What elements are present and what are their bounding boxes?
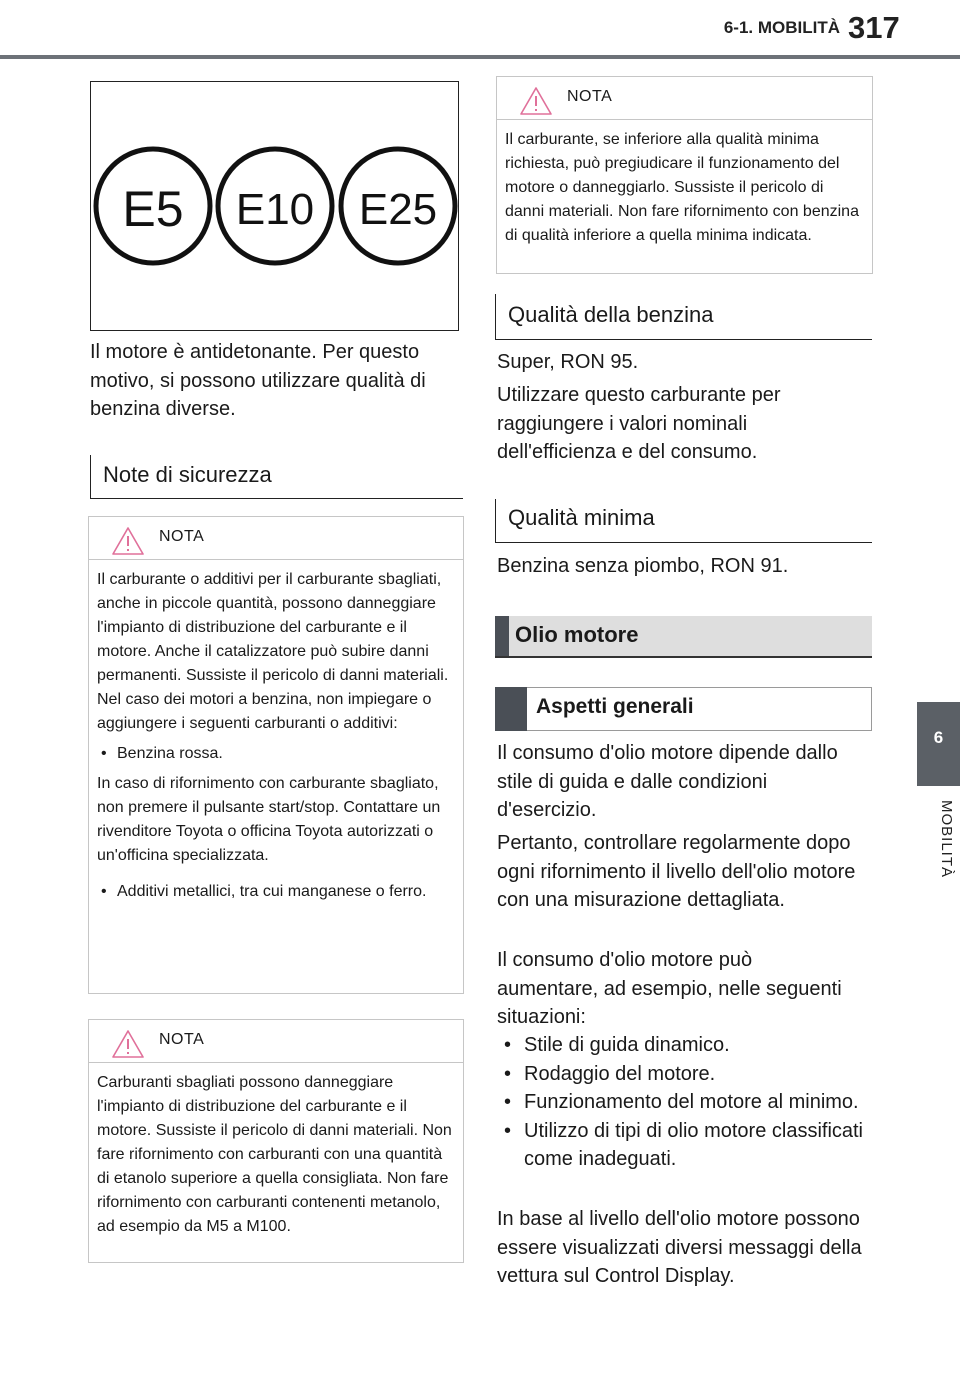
note-text: Il carburante, se inferiore alla qualità minima richiesta, può pregiudicare il funzionamento del motore o danneggiarlo. Sussiste il pericolo di danni materiali. Non fare rifornimento con benzina di qualità inferiore a quella minima indicata.: [505, 131, 859, 244]
note-title: NOTA: [159, 528, 205, 545]
note-box-etanolo: [88, 1019, 464, 1263]
section-olio-motore-title: Olio motore: [515, 622, 639, 647]
intro-paragraph: Il motore è antidetonante. Per questo motivo, si possono utilizzare qualità di benzina diverse.: [90, 341, 426, 420]
chapter-tab-label: MOBILITÀ: [938, 800, 955, 879]
note-box-qualita: [496, 76, 873, 274]
section-title: 6-1. MOBILITÀ: [723, 18, 840, 37]
warning-triangle-icon: [519, 86, 553, 116]
heading-qualita-minima-text: Qualità minima: [508, 505, 655, 530]
subsection-aspetti-generali: [495, 687, 872, 731]
note-header: [89, 1020, 463, 1063]
olio-paragraph-3: Il consumo d'olio motore può aumentare, ad esempio, nelle seguenti situazioni:: [497, 949, 842, 1028]
olio-paragraph-1: Il consumo d'olio motore dipende dallo stile di guida e dalle condizioni d'esercizio.: [497, 742, 838, 821]
header-divider: [0, 55, 960, 59]
note-bullet-item: • Additivi metallici, tra cui manganese o ferro.: [97, 880, 455, 904]
note-text: Carburanti sbagliati possono danneggiare l'impianto di distribuzione del carburante e il motore. Sussiste il pericolo di danni materiali. Non fare rifornimento con carburanti con una quantità di etanolo superiore a quella consigliata. Non fare rifornimento con carburanti contenenti metanolo, ad esempio da M5 a M100.: [97, 1074, 452, 1235]
note-header: [497, 77, 872, 120]
list-item: • Funzionamento del motore al minimo.: [497, 1088, 867, 1117]
list-item: • Rodaggio del motore.: [497, 1060, 867, 1089]
benzina-line-1: Super, RON 95.: [497, 351, 639, 373]
heading-note-di-sicurezza-text: Note di sicurezza: [103, 462, 272, 487]
note-header: [89, 517, 463, 560]
heading-note-di-sicurezza: [90, 455, 463, 499]
benzina-line-2: Utilizzare questo carburante per raggiungere i valori nominali dell'efficienza e del consumo.: [497, 384, 781, 463]
note-box-carburante: [88, 516, 464, 994]
list-item: • Stile di guida dinamico.: [497, 1031, 867, 1060]
list-item: • Utilizzo di tipi di olio motore classificati come inadeguati.: [497, 1117, 867, 1174]
subsection-aspetti-generali-title: Aspetti generali: [536, 695, 694, 718]
olio-paragraph-4: In base al livello dell'olio motore possono essere visualizzati diversi messaggi della vettura sul Control Display.: [497, 1208, 862, 1287]
fuel-label-e25: E25: [358, 185, 438, 234]
page-number: 317: [848, 10, 900, 45]
note-title: NOTA: [159, 1031, 205, 1048]
minima-text: Benzina senza piombo, RON 91.: [497, 555, 789, 577]
heading-qualita-benzina-text: Qualità della benzina: [508, 302, 714, 327]
note-title: NOTA: [567, 88, 613, 105]
warning-triangle-icon: [111, 526, 145, 556]
fuel-label-e10: E10: [235, 185, 315, 234]
fuel-label-figure: [90, 81, 459, 331]
heading-qualita-benzina: [495, 294, 872, 340]
heading-qualita-minima: [495, 499, 872, 543]
note-text: In caso di rifornimento con carburante sbagliato, non premere il pulsante start/stop. Contattare un rivenditore Toyota o officina Toyota autorizzati o un'officina specializzata.: [97, 775, 441, 864]
section-olio-motore: [495, 616, 872, 658]
note-text: Il carburante o additivi per il carburante sbagliati, anche in piccole quantità, possono danneggiare l'impianto di distribuzione del carburante e il motore. Anche il catalizzatore può subire danni permanenti. Sussiste il pericolo di danni materiali. Nel caso dei motori a benzina, non impiegare o aggiungere i seguenti carburanti o additivi:: [97, 571, 449, 732]
fuel-label-e5: E5: [122, 181, 184, 237]
chapter-tab-number: 6: [933, 728, 944, 747]
note-bullet-item: • Benzina rossa.: [97, 742, 455, 766]
olio-consumo-list: [497, 1031, 867, 1174]
olio-paragraph-2: Pertanto, controllare regolarmente dopo ogni rifornimento il livello dell'olio motore con una misurazione dettagliata.: [497, 832, 856, 911]
warning-triangle-icon: [111, 1029, 145, 1059]
